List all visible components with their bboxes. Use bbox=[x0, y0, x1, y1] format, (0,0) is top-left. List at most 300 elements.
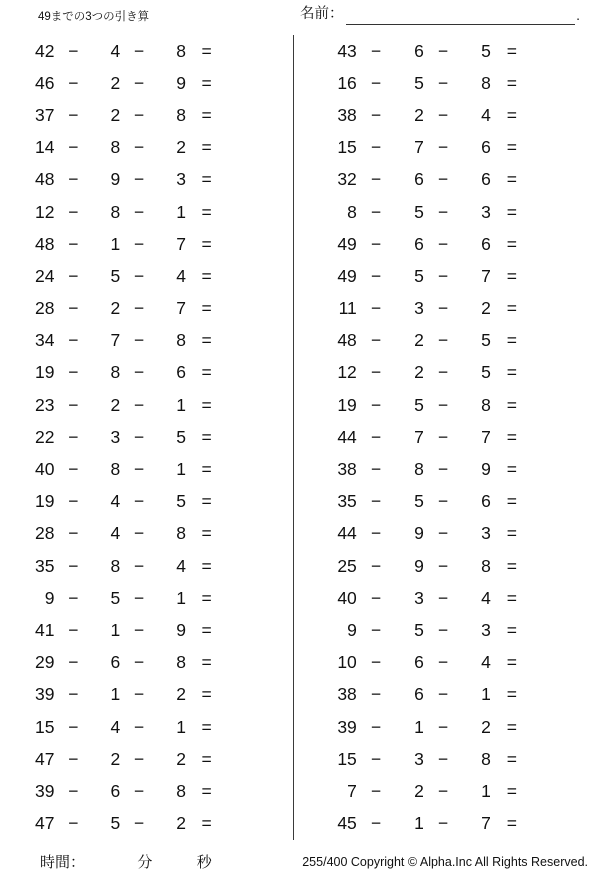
operand-first: 32 bbox=[337, 169, 357, 190]
operand-second: 5 bbox=[414, 619, 424, 640]
minus-icon: − bbox=[370, 652, 382, 673]
equals-sign: = bbox=[201, 72, 212, 93]
operand-third: 4 bbox=[176, 555, 186, 576]
minus-icon: − bbox=[437, 40, 449, 61]
equals-sign: = bbox=[506, 587, 517, 608]
operand-first: 37 bbox=[35, 104, 55, 125]
answer-blank[interactable] bbox=[227, 684, 293, 706]
operand-first: 8 bbox=[347, 201, 357, 222]
answer-blank[interactable] bbox=[533, 362, 600, 384]
minus-icon: − bbox=[370, 362, 382, 383]
operand-second: 2 bbox=[414, 330, 424, 351]
answer-blank[interactable] bbox=[533, 426, 600, 448]
minus-icon: − bbox=[437, 330, 449, 351]
equals-sign: = bbox=[506, 169, 517, 190]
operand-third: 8 bbox=[481, 394, 491, 415]
minus-icon: − bbox=[68, 298, 79, 319]
minus-icon: − bbox=[437, 813, 449, 834]
operand-second: 1 bbox=[414, 813, 424, 834]
minus-icon: − bbox=[370, 587, 382, 608]
minus-icon: − bbox=[133, 40, 145, 61]
answer-blank[interactable] bbox=[227, 201, 293, 223]
answer-blank[interactable] bbox=[533, 265, 600, 287]
operand-third: 7 bbox=[176, 233, 186, 254]
equals-sign: = bbox=[201, 298, 212, 319]
answer-blank[interactable] bbox=[533, 233, 600, 255]
minus-icon: − bbox=[370, 265, 382, 286]
name-input[interactable] bbox=[346, 5, 576, 25]
minus-icon: − bbox=[370, 201, 382, 222]
operand-third: 8 bbox=[481, 748, 491, 769]
minus-icon: − bbox=[370, 748, 382, 769]
operand-second: 6 bbox=[414, 40, 424, 61]
problem-row bbox=[307, 679, 600, 711]
minus-icon: − bbox=[68, 652, 79, 673]
minus-icon: − bbox=[68, 40, 79, 61]
problem-row bbox=[307, 325, 600, 357]
minus-icon: − bbox=[370, 233, 382, 254]
answer-blank[interactable] bbox=[227, 555, 293, 577]
answer-blank[interactable] bbox=[533, 201, 600, 223]
minus-icon: − bbox=[133, 265, 145, 286]
problem-column-right bbox=[293, 33, 600, 840]
answer-blank[interactable] bbox=[533, 330, 600, 352]
minus-icon: − bbox=[133, 555, 145, 576]
minus-icon: − bbox=[370, 298, 382, 319]
operand-first: 7 bbox=[347, 780, 357, 801]
operand-second: 6 bbox=[110, 652, 121, 673]
minus-icon: − bbox=[133, 394, 145, 415]
operand-third: 5 bbox=[176, 426, 186, 447]
operand-first: 9 bbox=[44, 587, 55, 608]
operand-third: 7 bbox=[481, 813, 491, 834]
equals-sign: = bbox=[506, 426, 517, 447]
answer-blank[interactable] bbox=[227, 716, 293, 738]
operand-third: 2 bbox=[176, 748, 186, 769]
minus-icon: − bbox=[370, 523, 382, 544]
minus-icon: − bbox=[437, 265, 449, 286]
operand-third: 2 bbox=[481, 298, 491, 319]
minus-icon: − bbox=[68, 491, 79, 512]
answer-blank[interactable] bbox=[227, 426, 293, 448]
equals-sign: = bbox=[201, 169, 212, 190]
problem-row bbox=[307, 357, 600, 389]
answer-blank[interactable] bbox=[533, 394, 600, 416]
equals-sign: = bbox=[506, 619, 517, 640]
operand-third: 8 bbox=[176, 652, 186, 673]
operand-second: 6 bbox=[110, 780, 121, 801]
answer-blank[interactable] bbox=[227, 459, 293, 481]
operand-second: 7 bbox=[414, 137, 424, 158]
problem-row bbox=[0, 228, 293, 260]
answer-blank[interactable] bbox=[533, 40, 600, 62]
minus-icon: − bbox=[370, 780, 382, 801]
minus-icon: − bbox=[133, 169, 145, 190]
operand-second: 9 bbox=[110, 169, 121, 190]
answer-blank[interactable] bbox=[227, 362, 293, 384]
problem-row bbox=[307, 35, 600, 67]
answer-blank[interactable] bbox=[533, 716, 600, 738]
operand-first: 44 bbox=[337, 426, 357, 447]
problem-row bbox=[307, 99, 600, 131]
problem-column-left bbox=[0, 33, 293, 840]
equals-sign: = bbox=[201, 201, 212, 222]
operand-first: 9 bbox=[347, 619, 357, 640]
problem-row bbox=[0, 647, 293, 679]
problem-row bbox=[307, 614, 600, 646]
answer-blank[interactable] bbox=[227, 652, 293, 674]
problem-row bbox=[307, 486, 600, 518]
equals-sign: = bbox=[506, 684, 517, 705]
answer-blank[interactable] bbox=[227, 298, 293, 320]
minus-icon: − bbox=[68, 813, 79, 834]
answer-blank[interactable] bbox=[533, 523, 600, 545]
minus-icon: − bbox=[133, 137, 145, 158]
problem-row bbox=[307, 389, 600, 421]
problem-row bbox=[307, 808, 600, 840]
operand-third: 9 bbox=[481, 459, 491, 480]
operand-second: 2 bbox=[110, 72, 121, 93]
minus-icon: − bbox=[68, 137, 79, 158]
answer-blank[interactable] bbox=[533, 748, 600, 770]
minute-unit-label: 分 bbox=[137, 854, 153, 871]
minus-icon: − bbox=[437, 104, 449, 125]
operand-third: 6 bbox=[481, 491, 491, 512]
name-label: 名前： bbox=[300, 6, 344, 22]
answer-blank[interactable] bbox=[533, 813, 600, 835]
equals-sign: = bbox=[506, 104, 517, 125]
operand-first: 45 bbox=[337, 813, 357, 834]
problem-row bbox=[0, 67, 293, 99]
operand-second: 2 bbox=[110, 748, 121, 769]
answer-blank[interactable] bbox=[227, 780, 293, 802]
minus-icon: − bbox=[437, 201, 449, 222]
answer-blank[interactable] bbox=[533, 555, 600, 577]
operand-first: 39 bbox=[35, 780, 55, 801]
problem-row bbox=[307, 421, 600, 453]
minus-icon: − bbox=[437, 523, 449, 544]
answer-blank[interactable] bbox=[227, 394, 293, 416]
answer-blank[interactable] bbox=[533, 491, 600, 513]
minus-icon: − bbox=[370, 684, 382, 705]
minus-icon: − bbox=[68, 555, 79, 576]
minus-icon: − bbox=[133, 523, 145, 544]
equals-sign: = bbox=[506, 555, 517, 576]
operand-first: 48 bbox=[337, 330, 357, 351]
operand-third: 5 bbox=[481, 362, 491, 383]
operand-first: 48 bbox=[35, 233, 55, 254]
problem-row bbox=[0, 679, 293, 711]
operand-first: 42 bbox=[35, 40, 55, 61]
minus-icon: − bbox=[370, 491, 382, 512]
minus-icon: − bbox=[68, 233, 79, 254]
operand-third: 2 bbox=[481, 716, 491, 737]
answer-blank[interactable] bbox=[533, 104, 600, 126]
equals-sign: = bbox=[201, 587, 212, 608]
answer-blank[interactable] bbox=[533, 169, 600, 191]
minus-icon: − bbox=[133, 587, 145, 608]
minus-icon: − bbox=[68, 716, 79, 737]
answer-blank[interactable] bbox=[227, 265, 293, 287]
answer-blank[interactable] bbox=[533, 652, 600, 674]
minus-icon: − bbox=[133, 298, 145, 319]
answer-blank[interactable] bbox=[227, 619, 293, 641]
answer-blank[interactable] bbox=[227, 72, 293, 94]
operand-first: 39 bbox=[337, 716, 357, 737]
operand-third: 6 bbox=[481, 233, 491, 254]
answer-blank[interactable] bbox=[533, 587, 600, 609]
problem-row bbox=[307, 132, 600, 164]
operand-third: 1 bbox=[481, 780, 491, 801]
answer-blank[interactable] bbox=[227, 748, 293, 770]
problem-row bbox=[307, 518, 600, 550]
problem-row bbox=[0, 775, 293, 807]
minus-icon: − bbox=[437, 491, 449, 512]
operand-first: 46 bbox=[35, 72, 55, 93]
equals-sign: = bbox=[506, 330, 517, 351]
answer-blank[interactable] bbox=[227, 169, 293, 191]
minus-icon: − bbox=[370, 72, 382, 93]
operand-second: 2 bbox=[414, 362, 424, 383]
problem-row bbox=[0, 486, 293, 518]
answer-blank[interactable] bbox=[227, 587, 293, 609]
equals-sign: = bbox=[506, 298, 517, 319]
answer-blank[interactable] bbox=[227, 40, 293, 62]
operand-second: 6 bbox=[414, 684, 424, 705]
operand-third: 3 bbox=[481, 619, 491, 640]
operand-second: 2 bbox=[414, 780, 424, 801]
equals-sign: = bbox=[201, 619, 212, 640]
operand-first: 19 bbox=[35, 362, 55, 383]
answer-blank[interactable] bbox=[533, 780, 600, 802]
operand-first: 47 bbox=[35, 748, 55, 769]
operand-third: 8 bbox=[176, 780, 186, 801]
minus-icon: − bbox=[370, 137, 382, 158]
operand-second: 8 bbox=[110, 201, 121, 222]
answer-blank[interactable] bbox=[227, 104, 293, 126]
operand-second: 5 bbox=[414, 265, 424, 286]
minus-icon: − bbox=[370, 619, 382, 640]
equals-sign: = bbox=[506, 265, 517, 286]
operand-first: 28 bbox=[35, 523, 55, 544]
operand-second: 3 bbox=[110, 426, 121, 447]
minus-icon: − bbox=[68, 684, 79, 705]
page-title: 49までの3つの引き算 bbox=[38, 11, 150, 23]
equals-sign: = bbox=[506, 652, 517, 673]
operand-third: 8 bbox=[176, 40, 186, 61]
operand-third: 1 bbox=[481, 684, 491, 705]
operand-second: 5 bbox=[414, 72, 424, 93]
name-period: . bbox=[576, 7, 580, 23]
minus-icon: − bbox=[437, 72, 449, 93]
equals-sign: = bbox=[506, 813, 517, 834]
operand-third: 8 bbox=[176, 330, 186, 351]
answer-blank[interactable] bbox=[533, 72, 600, 94]
operand-third: 5 bbox=[176, 491, 186, 512]
operand-second: 2 bbox=[110, 394, 121, 415]
problem-row bbox=[0, 357, 293, 389]
operand-first: 40 bbox=[337, 587, 357, 608]
minus-icon: − bbox=[133, 780, 145, 801]
operand-second: 5 bbox=[110, 587, 121, 608]
answer-blank[interactable] bbox=[533, 684, 600, 706]
operand-third: 7 bbox=[176, 298, 186, 319]
operand-third: 3 bbox=[176, 169, 186, 190]
equals-sign: = bbox=[201, 265, 212, 286]
problem-row bbox=[307, 453, 600, 485]
operand-second: 1 bbox=[110, 619, 121, 640]
minus-icon: − bbox=[68, 104, 79, 125]
equals-sign: = bbox=[506, 459, 517, 480]
operand-second: 2 bbox=[110, 298, 121, 319]
minus-icon: − bbox=[133, 72, 145, 93]
minus-icon: − bbox=[437, 362, 449, 383]
minus-icon: − bbox=[133, 362, 145, 383]
operand-second: 6 bbox=[414, 652, 424, 673]
equals-sign: = bbox=[201, 330, 212, 351]
operand-third: 8 bbox=[481, 555, 491, 576]
answer-blank[interactable] bbox=[533, 137, 600, 159]
worksheet-header bbox=[0, 0, 600, 34]
operand-third: 1 bbox=[176, 394, 186, 415]
operand-first: 38 bbox=[337, 684, 357, 705]
problem-row bbox=[0, 260, 293, 292]
problem-columns bbox=[0, 33, 600, 840]
problem-row bbox=[0, 518, 293, 550]
operand-third: 7 bbox=[481, 426, 491, 447]
operand-second: 8 bbox=[110, 459, 121, 480]
answer-blank[interactable] bbox=[227, 523, 293, 545]
problem-row bbox=[0, 293, 293, 325]
problem-row bbox=[307, 775, 600, 807]
operand-first: 14 bbox=[35, 137, 55, 158]
minus-icon: − bbox=[437, 652, 449, 673]
operand-second: 5 bbox=[414, 394, 424, 415]
operand-third: 9 bbox=[176, 619, 186, 640]
minus-icon: − bbox=[370, 104, 382, 125]
operand-first: 10 bbox=[337, 652, 357, 673]
problem-row bbox=[0, 582, 293, 614]
equals-sign: = bbox=[506, 201, 517, 222]
minus-icon: − bbox=[437, 684, 449, 705]
operand-first: 35 bbox=[337, 491, 357, 512]
operand-third: 1 bbox=[176, 201, 186, 222]
operand-first: 29 bbox=[35, 652, 55, 673]
operand-third: 5 bbox=[481, 40, 491, 61]
problem-row bbox=[307, 293, 600, 325]
equals-sign: = bbox=[506, 137, 517, 158]
minus-icon: − bbox=[68, 459, 79, 480]
operand-first: 23 bbox=[35, 394, 55, 415]
answer-blank[interactable] bbox=[227, 137, 293, 159]
equals-sign: = bbox=[506, 394, 517, 415]
minus-icon: − bbox=[133, 104, 145, 125]
equals-sign: = bbox=[201, 813, 212, 834]
operand-third: 1 bbox=[176, 716, 186, 737]
operand-second: 2 bbox=[110, 104, 121, 125]
minus-icon: − bbox=[133, 426, 145, 447]
problem-row bbox=[0, 453, 293, 485]
minus-icon: − bbox=[437, 716, 449, 737]
problem-row bbox=[0, 614, 293, 646]
problem-row bbox=[307, 711, 600, 743]
equals-sign: = bbox=[201, 233, 212, 254]
minus-icon: − bbox=[68, 362, 79, 383]
problem-row bbox=[0, 743, 293, 775]
operand-second: 2 bbox=[414, 104, 424, 125]
equals-sign: = bbox=[506, 72, 517, 93]
answer-blank[interactable] bbox=[227, 491, 293, 513]
minus-icon: − bbox=[437, 394, 449, 415]
operand-second: 5 bbox=[414, 491, 424, 512]
operand-second: 4 bbox=[110, 491, 121, 512]
operand-second: 4 bbox=[110, 40, 121, 61]
minus-icon: − bbox=[437, 298, 449, 319]
operand-third: 5 bbox=[481, 330, 491, 351]
minus-icon: − bbox=[370, 169, 382, 190]
operand-second: 4 bbox=[110, 523, 121, 544]
equals-sign: = bbox=[506, 233, 517, 254]
operand-second: 5 bbox=[110, 265, 121, 286]
operand-second: 8 bbox=[110, 555, 121, 576]
operand-first: 25 bbox=[337, 555, 357, 576]
operand-first: 49 bbox=[337, 233, 357, 254]
minus-icon: − bbox=[370, 426, 382, 447]
second-unit-label: 秒 bbox=[196, 854, 212, 871]
operand-first: 24 bbox=[35, 265, 55, 286]
minus-icon: − bbox=[437, 555, 449, 576]
operand-third: 4 bbox=[481, 652, 491, 673]
equals-sign: = bbox=[201, 555, 212, 576]
minus-icon: − bbox=[370, 555, 382, 576]
minus-icon: − bbox=[370, 40, 382, 61]
minus-icon: − bbox=[68, 330, 79, 351]
operand-third: 8 bbox=[481, 72, 491, 93]
answer-blank[interactable] bbox=[227, 330, 293, 352]
answer-blank[interactable] bbox=[533, 619, 600, 641]
equals-sign: = bbox=[506, 491, 517, 512]
operand-first: 38 bbox=[337, 459, 357, 480]
equals-sign: = bbox=[201, 40, 212, 61]
equals-sign: = bbox=[201, 491, 212, 512]
operand-second: 8 bbox=[110, 137, 121, 158]
minus-icon: − bbox=[437, 459, 449, 480]
answer-blank[interactable] bbox=[533, 298, 600, 320]
minus-icon: − bbox=[437, 780, 449, 801]
operand-first: 35 bbox=[35, 555, 55, 576]
problem-row bbox=[0, 325, 293, 357]
answer-blank[interactable] bbox=[533, 459, 600, 481]
answer-blank[interactable] bbox=[227, 233, 293, 255]
problem-row bbox=[307, 67, 600, 99]
operand-first: 44 bbox=[337, 523, 357, 544]
problem-row bbox=[0, 550, 293, 582]
answer-blank[interactable] bbox=[227, 813, 293, 835]
minus-icon: − bbox=[437, 619, 449, 640]
equals-sign: = bbox=[201, 137, 212, 158]
operand-first: 49 bbox=[337, 265, 357, 286]
equals-sign: = bbox=[506, 40, 517, 61]
minus-icon: − bbox=[370, 394, 382, 415]
minus-icon: − bbox=[68, 587, 79, 608]
minus-icon: − bbox=[370, 716, 382, 737]
operand-first: 38 bbox=[337, 104, 357, 125]
worksheet-footer bbox=[0, 851, 600, 879]
problem-row bbox=[0, 164, 293, 196]
operand-first: 15 bbox=[35, 716, 55, 737]
operand-third: 1 bbox=[176, 459, 186, 480]
problem-row bbox=[307, 260, 600, 292]
